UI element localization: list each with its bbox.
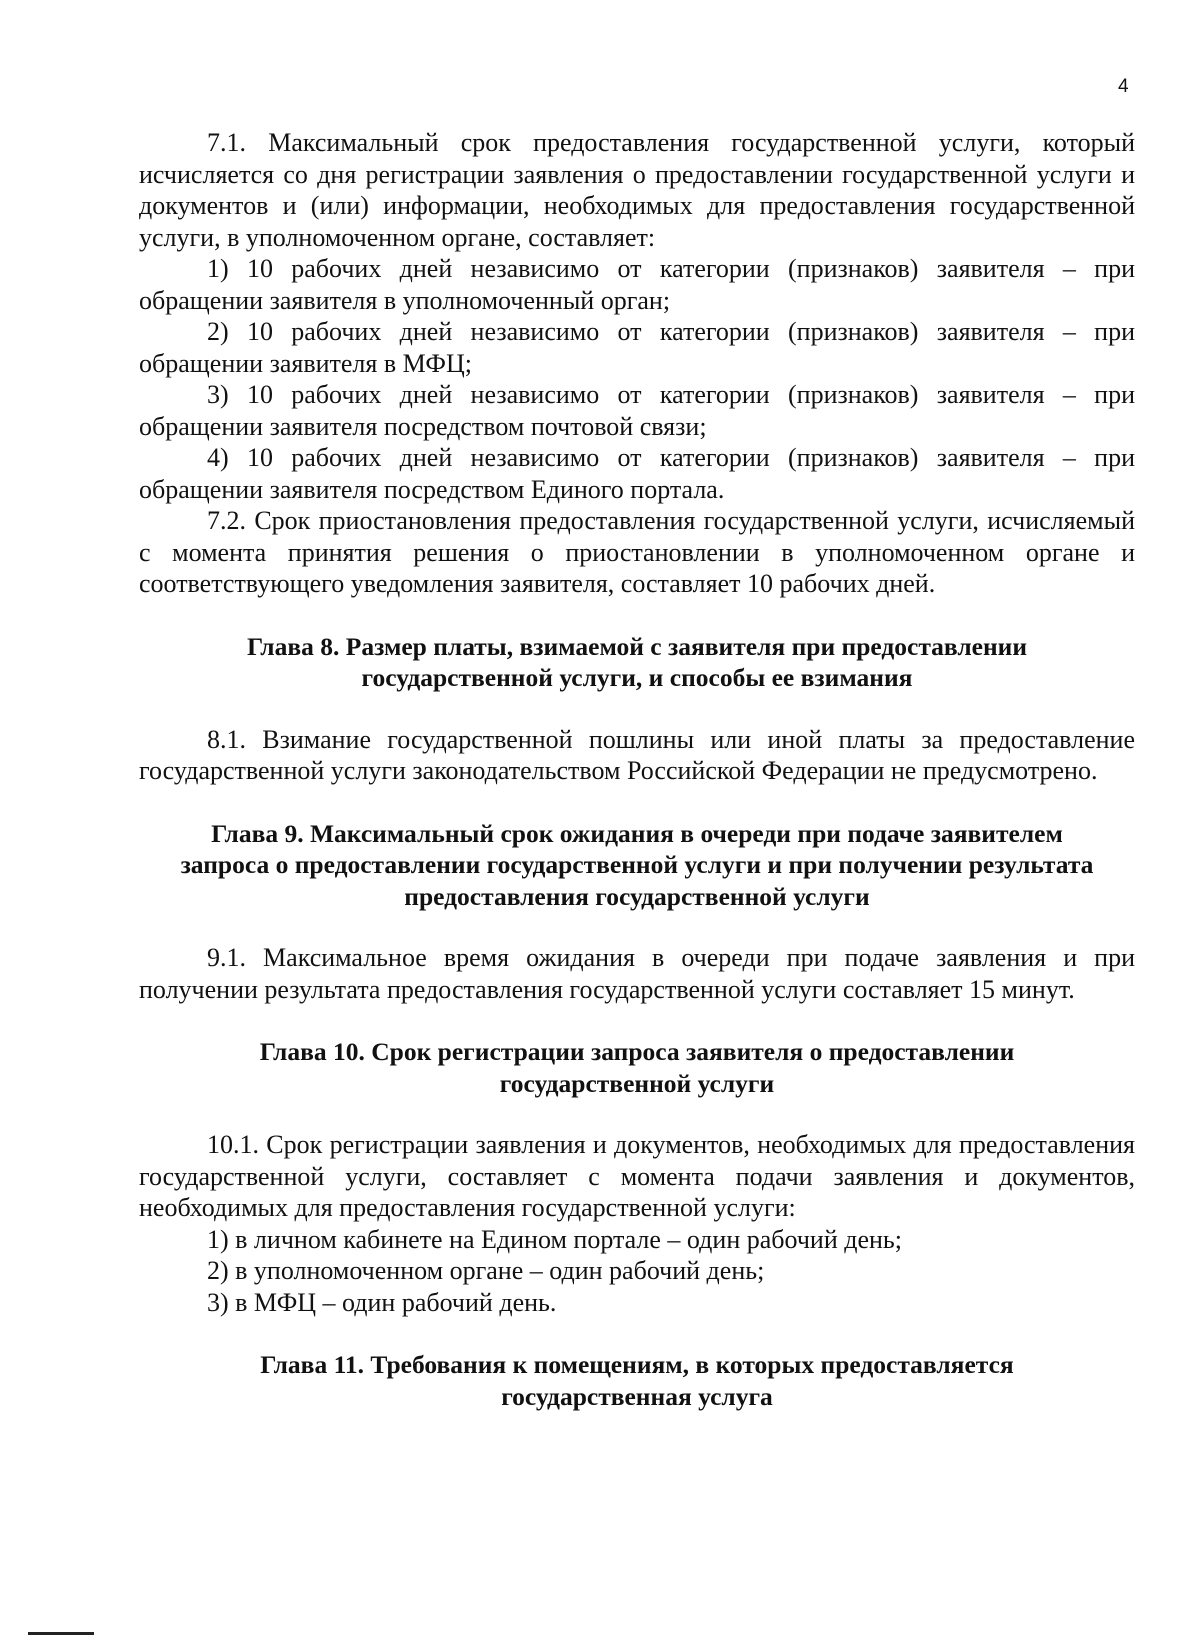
chapter-10-heading-line-2: государственной услуги (499, 1068, 775, 1098)
scan-edge-mark (28, 1632, 94, 1635)
page-number: 4 (1118, 76, 1129, 97)
chapter-8-heading-line-1: Глава 8. Размер платы, взимаемой с заявителя при предоставлении (246, 631, 1028, 661)
chapter-8-heading (139, 631, 1135, 694)
list-item-7-1-3: 3) 10 рабочих дней независимо от категории (признаков) заявителя – при обращении заявителя посредством почтовой связи; (139, 380, 1135, 441)
chapter-8-heading-line-2: государственной услуги, и способы ее взимания (361, 663, 913, 692)
list-item-7-1-4: 4) 10 рабочих дней независимо от категории (признаков) заявителя – при обращении заявителя посредством Единого портала. (139, 443, 1135, 504)
chapter-9-heading-line-2: запроса о предоставлении государственной услуги и при получении результата (180, 850, 1094, 879)
chapter-10-heading (139, 1036, 1135, 1099)
list-item-10-1-3: 3) в МФЦ – один рабочий день. (207, 1287, 557, 1317)
list-item-7-1-1: 1) 10 рабочих дней независимо от категории (признаков) заявителя – при обращении заявителя в уполномоченный орган; (139, 254, 1135, 315)
chapter-11-heading (139, 1349, 1135, 1412)
paragraph-7-1: 7.1. Максимальный срок предоставления государственной услуги, который исчисляется со дня регистрации заявления о предоставлении государственной услуги и документов и (или) информации, необходимых для предоставления государственной услуги, в уполномоченном органе, составляет: (139, 128, 1135, 252)
chapter-9-heading-line-3: предоставления государственной услуги (404, 881, 870, 911)
paragraph-10-1: 10.1. Срок регистрации заявления и документов, необходимых для предоставления государственной услуги, составляет с момента подачи заявления и документов, необходимых для предоставления государственной услуги: (139, 1130, 1135, 1222)
chapter-11-heading-line-1: Глава 11. Требования к помещениям, в которых предоставляется (260, 1350, 1014, 1379)
document-body (139, 127, 1135, 1412)
paragraph-8-1: 8.1. Взимание государственной пошлины или иной платы за предоставление государственной услуги законодательством Российской Федерации не предусмотрено. (139, 724, 1135, 785)
list-item-10-1-2: 2) в уполномоченном органе – один рабочий день; (207, 1256, 765, 1285)
list-item-7-1-2: 2) 10 рабочих дней независимо от категории (признаков) заявителя – при обращении заявителя в МФЦ; (139, 317, 1135, 378)
paragraph-9-1: 9.1. Максимальное время ожидания в очереди при подаче заявления и при получении результата предоставления государственной услуги составляет 15 минут. (139, 943, 1135, 1004)
list-item-10-1-1: 1) в личном кабинете на Едином портале – один рабочий день; (207, 1224, 903, 1254)
chapter-10-heading-line-1: Глава 10. Срок регистрации запроса заявителя о предоставлении (259, 1037, 1015, 1066)
paragraph-7-2: 7.2. Срок приостановления предоставления государственной услуги, исчисляемый с момента принятия решения о приостановлении в уполномоченном органе и соответствующего уведомления заявителя, составляет 10 рабочих дней. (139, 506, 1135, 598)
chapter-11-heading-line-2: государственная услуга (501, 1381, 773, 1411)
chapter-9-heading (139, 818, 1135, 913)
chapter-9-heading-line-1: Глава 9. Максимальный срок ожидания в очереди при подаче заявителем (211, 818, 1063, 848)
